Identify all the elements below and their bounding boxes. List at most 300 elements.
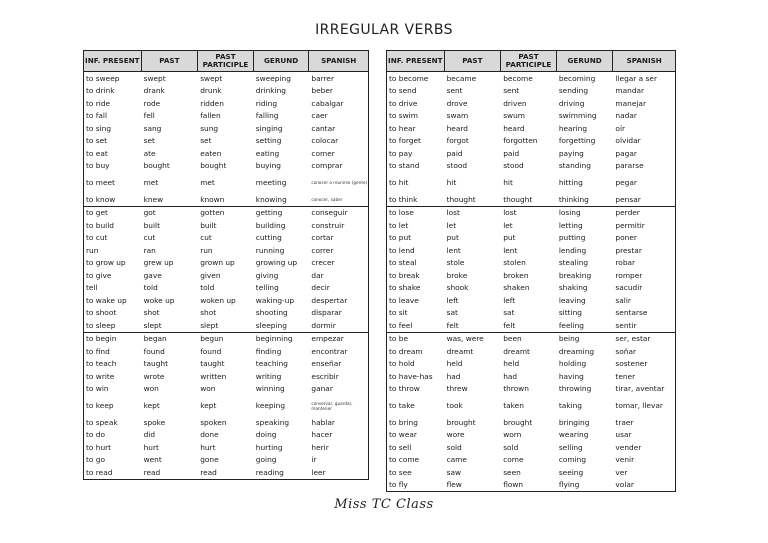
cell-text: to send	[389, 86, 417, 96]
cell-past	[445, 333, 502, 346]
cell-gerund	[254, 110, 310, 123]
cell-text: coming	[558, 455, 587, 465]
cell-past	[142, 85, 199, 98]
cell-text: saw	[446, 467, 462, 477]
cell-inf-present	[387, 269, 445, 282]
cell-text: llegar a ser	[615, 73, 657, 83]
cell-inf-present	[84, 97, 142, 110]
table-row	[387, 257, 675, 270]
cell-past	[142, 395, 199, 416]
cell-gerund	[557, 282, 614, 295]
table-row	[84, 358, 368, 371]
header-gerund: GERUND	[254, 51, 310, 71]
cell-text: forgetting	[558, 136, 596, 146]
cell-gerund	[254, 244, 310, 257]
cell-text: to have-has	[389, 371, 433, 381]
cell-text: pegar	[615, 178, 637, 187]
cell-past-participle	[501, 307, 557, 320]
cell-text: to break	[389, 270, 420, 280]
cell-text: thought	[503, 194, 533, 204]
cell-spanish	[613, 269, 675, 282]
cell-text: lost	[446, 208, 460, 218]
cell-gerund	[254, 97, 310, 110]
cell-gerund	[557, 193, 614, 206]
table-row	[84, 370, 368, 383]
cell-text: flew	[446, 480, 462, 490]
cell-spanish	[309, 257, 368, 270]
cell-text: conservar, guardar, mantener	[311, 400, 353, 411]
cell-gerund	[557, 72, 614, 85]
cell-text: shot	[143, 308, 160, 318]
cell-text: threw	[446, 384, 468, 394]
cell-text: correr	[311, 245, 334, 255]
cell-text: driven	[503, 98, 527, 108]
cell-past-participle	[198, 147, 254, 160]
cell-past	[142, 219, 199, 232]
table-row	[84, 282, 368, 295]
cell-text: losing	[558, 208, 581, 218]
cell-text: selling	[558, 442, 583, 452]
cell-spanish	[613, 160, 675, 173]
table-row	[84, 269, 368, 282]
cell-text: left	[446, 295, 459, 305]
cell-gerund	[254, 395, 310, 416]
cell-text: thinking	[558, 194, 589, 204]
cell-text: sentir	[615, 320, 637, 330]
cell-text: to drink	[86, 86, 115, 96]
cell-gerund	[557, 110, 614, 123]
cell-text: manejar	[615, 98, 647, 108]
cell-past	[445, 395, 502, 416]
cell-text: begun	[200, 334, 224, 344]
cell-inf-present	[84, 370, 142, 383]
cell-text: setting	[255, 136, 282, 146]
cell-text: stolen	[503, 258, 526, 268]
cell-text: ser, estar	[615, 334, 651, 344]
cell-past	[142, 72, 199, 85]
cell-past	[445, 269, 502, 282]
cell-text: woken up	[200, 295, 236, 305]
cell-text: to lend	[389, 245, 415, 255]
cell-text: left	[503, 295, 516, 305]
table-row	[387, 358, 675, 371]
cell-text: conseguir	[311, 208, 348, 218]
cell-past-participle	[198, 72, 254, 85]
cell-text: to grow up	[86, 258, 126, 268]
cell-text: taken	[503, 401, 524, 410]
cell-past	[445, 160, 502, 173]
cell-inf-present	[84, 269, 142, 282]
cell-past-participle	[501, 441, 557, 454]
cell-text: letting	[558, 220, 583, 230]
cell-text: flown	[503, 480, 524, 490]
cell-inf-present	[84, 172, 142, 193]
cell-text: bought	[200, 161, 227, 171]
verb-table-right	[386, 50, 676, 492]
cell-text: lent	[446, 245, 461, 255]
cell-past-participle	[501, 370, 557, 383]
cell-text: swimming	[558, 111, 597, 121]
cell-text: set	[143, 136, 155, 146]
cell-past	[142, 319, 199, 332]
cell-text: colocar	[311, 136, 339, 146]
signature: Miss TC Class	[334, 497, 434, 512]
cell-past	[142, 441, 199, 454]
cell-text: fell	[143, 111, 155, 121]
cell-text: ridden	[200, 98, 224, 108]
cell-past-participle	[501, 244, 557, 257]
cell-past	[445, 232, 502, 245]
cell-text: to find	[86, 346, 110, 356]
cell-text: knowing	[255, 194, 287, 204]
cell-text: tell	[86, 283, 98, 293]
cell-text: decir	[311, 283, 330, 293]
cell-text: to hit	[389, 178, 409, 187]
cell-inf-present	[387, 294, 445, 307]
cell-text: grew up	[143, 258, 174, 268]
cell-text: paid	[446, 148, 463, 158]
cell-spanish	[309, 307, 368, 320]
cell-gerund	[557, 232, 614, 245]
cell-past	[142, 282, 199, 295]
cell-text: sent	[503, 86, 520, 96]
cell-spanish	[613, 358, 675, 371]
cell-past	[445, 345, 502, 358]
table-row	[387, 282, 675, 295]
cell-text: sent	[446, 86, 463, 96]
header-inf-present: INF. PRESENT	[387, 51, 445, 71]
cell-text: been	[503, 334, 522, 344]
cell-inf-present	[84, 193, 142, 206]
cell-past-participle	[501, 72, 557, 85]
cell-past	[142, 147, 199, 160]
cell-inf-present	[84, 307, 142, 320]
cell-text: let	[503, 220, 513, 230]
cell-text: meeting	[255, 178, 287, 187]
cell-text: speaking	[255, 417, 290, 427]
table-row	[387, 193, 675, 206]
cell-inf-present	[387, 395, 445, 416]
cell-text: dormir	[311, 320, 336, 330]
cell-text: swum	[503, 111, 525, 121]
cell-text: to sit	[389, 308, 408, 318]
cell-text: kept	[200, 401, 217, 410]
cell-text: sold	[503, 442, 519, 452]
cell-spanish	[613, 110, 675, 123]
cell-inf-present	[387, 479, 445, 492]
cell-spanish	[309, 269, 368, 282]
cell-past-participle	[198, 193, 254, 206]
cell-text: sacudir	[615, 283, 643, 293]
table-row	[84, 135, 368, 148]
verb-group	[84, 72, 368, 207]
cell-past	[142, 172, 199, 193]
page-title: IRREGULAR VERBS	[315, 22, 453, 38]
cell-text: shot	[200, 308, 217, 318]
cell-text: was, were	[446, 334, 484, 344]
cell-past-participle	[501, 416, 557, 429]
cell-text: sang	[143, 123, 162, 133]
cell-text: wrote	[143, 371, 165, 381]
table-row	[84, 110, 368, 123]
cell-text: hearing	[558, 123, 588, 133]
cell-gerund	[254, 219, 310, 232]
cell-text: began	[143, 334, 167, 344]
cell-text: bringing	[558, 417, 590, 427]
cell-spanish	[613, 345, 675, 358]
cell-text: sung	[200, 123, 219, 133]
cell-text: knew	[143, 194, 164, 204]
cell-text: to swim	[389, 111, 418, 121]
cell-text: construir	[311, 220, 345, 230]
cell-past-participle	[501, 282, 557, 295]
cell-text: shaken	[503, 283, 530, 293]
cell-gerund	[254, 72, 310, 85]
cell-gerund	[557, 416, 614, 429]
cell-inf-present	[84, 333, 142, 346]
cell-text: perder	[615, 208, 640, 218]
cell-gerund	[254, 269, 310, 282]
cell-text: robar	[615, 258, 636, 268]
cell-text: grown up	[200, 258, 235, 268]
cell-text: known	[200, 194, 225, 204]
cell-text: to sing	[86, 123, 112, 133]
cell-inf-present	[387, 282, 445, 295]
cell-text: felt	[446, 320, 459, 330]
cell-text: sleeping	[255, 320, 287, 330]
cell-text: herir	[311, 442, 329, 452]
cell-text: stood	[503, 161, 524, 171]
cell-past-participle	[198, 244, 254, 257]
cell-text: barrer	[311, 73, 334, 83]
cell-spanish	[309, 232, 368, 245]
table-row	[387, 110, 675, 123]
cell-text: had	[446, 371, 461, 381]
cell-spanish	[309, 110, 368, 123]
cell-inf-present	[84, 147, 142, 160]
cell-text: spoken	[200, 417, 227, 427]
cell-text: sold	[446, 442, 462, 452]
cell-spanish	[613, 333, 675, 346]
cell-text: to hold	[389, 359, 415, 369]
header-past: PAST	[142, 51, 199, 71]
cell-past	[445, 257, 502, 270]
cell-text: built	[200, 220, 217, 230]
header-past-participle: PAST PARTICIPLE	[198, 51, 254, 71]
table-row	[387, 319, 675, 332]
cell-spanish	[309, 160, 368, 173]
cell-gerund	[254, 358, 310, 371]
table-row	[387, 345, 675, 358]
cell-spanish	[309, 135, 368, 148]
table-row	[84, 172, 368, 193]
cell-text: let	[446, 220, 457, 230]
cell-text: telling	[255, 283, 279, 293]
cell-text: despertar	[311, 295, 348, 305]
cell-inf-present	[387, 370, 445, 383]
table-row	[387, 172, 675, 193]
cell-text: falling	[255, 111, 279, 121]
cell-spanish	[309, 207, 368, 220]
cell-past	[445, 219, 502, 232]
cell-spanish	[613, 172, 675, 193]
cell-past	[445, 110, 502, 123]
cell-past-participle	[198, 454, 254, 467]
cell-text: given	[200, 270, 221, 280]
table-body	[387, 72, 675, 491]
cell-past-participle	[198, 294, 254, 307]
table-row	[387, 72, 675, 85]
cell-text: to know	[86, 194, 116, 204]
cell-text: did	[143, 430, 156, 440]
cell-inf-present	[387, 72, 445, 85]
cell-text: hurting	[255, 442, 283, 452]
cell-inf-present	[387, 358, 445, 371]
cell-text: oír	[615, 123, 626, 133]
cell-text: set	[200, 136, 212, 146]
cell-text: to sell	[389, 442, 412, 452]
cell-spanish	[613, 135, 675, 148]
cell-text: escribir	[311, 371, 339, 381]
cell-gerund	[557, 207, 614, 220]
cell-gerund	[254, 122, 310, 135]
cell-text: venir	[615, 455, 635, 465]
cell-text: thrown	[503, 384, 529, 394]
cell-gerund	[254, 333, 310, 346]
cell-text: to bring	[389, 417, 418, 427]
table-row	[387, 479, 675, 492]
cell-text: volar	[615, 480, 634, 490]
table-row	[387, 135, 675, 148]
cell-inf-present	[387, 345, 445, 358]
cell-text: tomar, llevar	[615, 401, 663, 410]
cell-past-participle	[198, 282, 254, 295]
cell-spanish	[613, 282, 675, 295]
cell-inf-present	[84, 244, 142, 257]
cell-past	[445, 383, 502, 396]
cell-spanish	[613, 257, 675, 270]
cell-text: hablar	[311, 417, 335, 427]
cell-text: waking-up	[255, 295, 295, 305]
cell-text: permitir	[615, 220, 645, 230]
cell-gerund	[254, 454, 310, 467]
cell-inf-present	[84, 358, 142, 371]
cell-past	[142, 307, 199, 320]
cell-past-participle	[198, 110, 254, 123]
cell-text: to win	[86, 384, 109, 394]
cell-text: to feel	[389, 320, 413, 330]
cell-text: tener	[615, 371, 636, 381]
cell-text: broke	[446, 270, 468, 280]
cell-past	[445, 147, 502, 160]
cell-text: lent	[503, 245, 518, 255]
cell-past	[142, 333, 199, 346]
cell-text: run	[200, 245, 213, 255]
cell-gerund	[557, 429, 614, 442]
cell-text: driving	[558, 98, 585, 108]
table-row	[84, 219, 368, 232]
cell-inf-present	[387, 454, 445, 467]
cell-text: to begin	[86, 334, 117, 344]
header-spanish: SPANISH	[321, 56, 357, 65]
table-row	[84, 333, 368, 346]
cell-spanish	[309, 333, 368, 346]
cell-past	[142, 232, 199, 245]
cell-text: done	[200, 430, 219, 440]
table-row	[84, 232, 368, 245]
cell-text: to shoot	[86, 308, 117, 318]
cell-gerund	[254, 207, 310, 220]
cell-inf-present	[84, 454, 142, 467]
cell-text: finding	[255, 346, 282, 356]
cell-text: building	[255, 220, 286, 230]
table-row	[84, 160, 368, 173]
cell-past	[445, 135, 502, 148]
cell-text: spoke	[143, 417, 166, 427]
cell-text: to let	[389, 220, 409, 230]
cell-text: becoming	[558, 73, 596, 83]
cell-text: to put	[389, 233, 412, 243]
cell-text: to sweep	[86, 73, 120, 83]
cell-text: met	[200, 178, 215, 187]
verb-table-left	[83, 50, 369, 480]
cell-spanish	[309, 122, 368, 135]
cell-text: heard	[446, 123, 468, 133]
cell-text: being	[558, 334, 580, 344]
cell-text: cortar	[311, 233, 334, 243]
cell-text: to lose	[389, 208, 414, 218]
table-row	[84, 72, 368, 85]
cell-text: met	[143, 178, 159, 187]
cell-text: to cut	[86, 233, 108, 243]
cell-inf-present	[387, 97, 445, 110]
cell-text: giving	[255, 270, 279, 280]
cell-text: poner	[615, 233, 637, 243]
cell-text: pararse	[615, 161, 644, 171]
cell-text: riding	[255, 98, 278, 108]
cell-text: hurt	[200, 442, 216, 452]
cell-inf-present	[387, 207, 445, 220]
cell-inf-present	[84, 207, 142, 220]
cell-spanish	[309, 358, 368, 371]
cell-text: sitting	[558, 308, 582, 318]
table-row	[387, 441, 675, 454]
cell-past	[445, 370, 502, 383]
cell-past	[445, 479, 502, 492]
cell-past-participle	[501, 97, 557, 110]
cell-text: winning	[255, 384, 285, 394]
cell-text: beginning	[255, 334, 293, 344]
cell-inf-present	[387, 333, 445, 346]
table-row	[387, 85, 675, 98]
cell-gerund	[557, 333, 614, 346]
cell-text: taught	[143, 359, 168, 369]
cell-text: took	[446, 401, 463, 410]
table-header	[84, 51, 368, 72]
cell-past	[445, 97, 502, 110]
cell-past	[142, 97, 199, 110]
cell-past-participle	[501, 232, 557, 245]
cell-spanish	[309, 345, 368, 358]
cell-text: found	[143, 346, 165, 356]
cell-past-participle	[501, 395, 557, 416]
cell-text: brought	[503, 417, 533, 427]
cell-text: drank	[143, 86, 165, 96]
cell-text: mandar	[615, 86, 645, 96]
cell-inf-present	[387, 219, 445, 232]
cell-text: vender	[615, 442, 642, 452]
cell-inf-present	[387, 122, 445, 135]
